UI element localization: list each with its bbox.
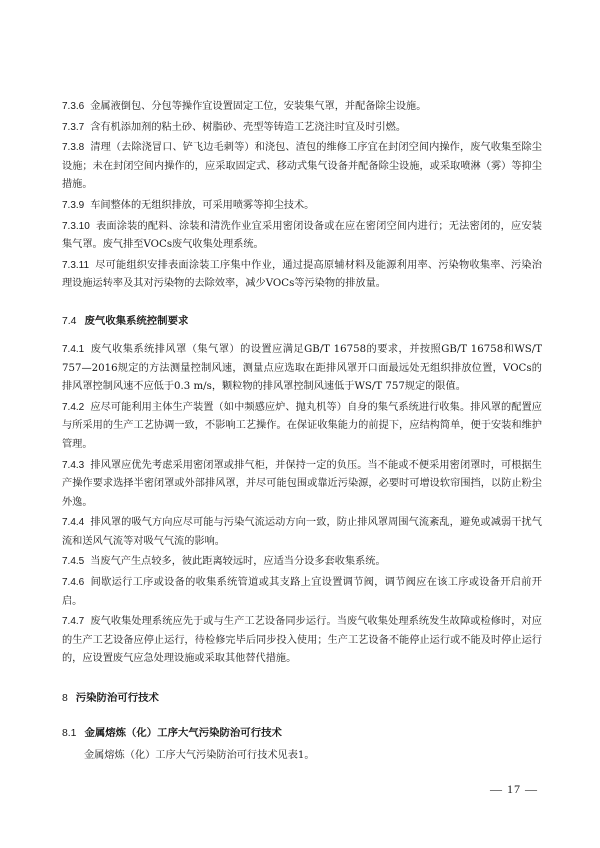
clause-text: 含有机添加剂的粘土砂、树脂砂、壳型等铸造工艺浇注时宜及时引燃。 xyxy=(90,121,407,133)
clause-7-3-6 xyxy=(62,98,542,117)
page-number: — 17 — xyxy=(490,782,538,796)
clause-text: 尽可能组织安排表面涂装工序集中作业，通过提高原辅材料及能源利用率、污染物收集率、污染治理设施运转率及其对污染物的去除效率，减少VOCs等污染物的排放量。 xyxy=(62,259,542,290)
clause-7-4-4 xyxy=(62,514,542,551)
clause-7-4-5 xyxy=(62,553,542,572)
clause-7-4-3 xyxy=(62,457,542,513)
clause-text: 废气收集系统排风罩（集气罩）的设置应满足GB/T 16758的要求，并按照GB/T 16758和WS/T 757—2016规定的方法测量控制风速，测量点应选取在距排风罩开口面最远处无组织排放位置，VOCs的排风罩控制风速不应低于0.3 m/s，颗粒物的排风罩控制风速低于WS/T 757规定的限值。 xyxy=(62,343,542,393)
clause-number: 7.3.8 xyxy=(62,142,85,154)
clause-7-3-9 xyxy=(62,197,542,216)
clause-7-4-1 xyxy=(62,341,542,397)
clause-number: 7.4.4 xyxy=(62,517,85,529)
clause-number: 7.4.5 xyxy=(62,556,85,568)
section-heading-7-4 xyxy=(62,312,542,327)
clause-number: 7.4.2 xyxy=(62,401,85,413)
section-title: 污染防治可行技术 xyxy=(75,692,159,705)
clause-7-4-2 xyxy=(62,399,542,455)
clause-7-3-8 xyxy=(62,139,542,195)
clause-number: 7.3.10 xyxy=(62,220,90,232)
section-heading-8 xyxy=(62,689,542,704)
clause-text: 排风罩的吸气方向应尽可能与污染气流运动方向一致，防止排风罩周围气流紊乱，避免或减弱干扰气流和送风气流等对吸气气流的影响。 xyxy=(62,517,542,547)
clause-number: 7.4.1 xyxy=(62,343,85,355)
clause-text: 表面涂装的配料、涂装和清洗作业宜采用密闭设备或在应在密闭空间内进行；无法密闭的，应安装集气罩。废气排至VOCs废气收集处理系统。 xyxy=(62,220,542,251)
clause-text: 清理（去除浇冒口、铲飞边毛刺等）和浇包、渣包的维修工序宜在封闭空间内操作，废气收集至除尘设施；未在封闭空间内操作的，应采取固定式、移动式集气设备并配备除尘设施，或采取喷淋（雾）等抑尘措施。 xyxy=(62,142,542,191)
section-title: 废气收集系统控制要求 xyxy=(84,314,189,327)
section-number: 8.1 xyxy=(62,728,77,740)
clause-number: 7.4.7 xyxy=(62,616,85,628)
clause-text: 应尽可能利用主体生产装置（如中频感应炉、抛丸机等）自身的集气系统进行收集。排风罩的配置应与所采用的生产工艺协调一致，不影响工艺操作。在保证收集能力的前提下，应结构简单，便于安装和维护管理。 xyxy=(62,401,542,450)
clause-number: 7.3.11 xyxy=(62,259,90,271)
clause-7-4-6 xyxy=(62,574,542,611)
clause-7-3-7 xyxy=(62,119,542,138)
clause-7-4-7 xyxy=(62,613,542,669)
clause-text: 金属液倒包、分包等操作宜设置固定工位，安装集气罩，并配备除尘设施。 xyxy=(90,101,427,112)
clause-text: 间歇运行工序或设备的收集系统管道或其支路上宜设置调节阀，调节阀应在该工序或设备开启前开启。 xyxy=(62,577,542,607)
section-number: 7.4 xyxy=(62,315,77,327)
clause-text: 废气收集处理系统应先于或与生产工艺设备同步运行。当废气收集处理系统发生故障或检修时，对应的生产工艺设备应停止运行，待检修完毕后同步投入使用；生产工艺设备不能停止运行或不能及时停止运行的，应设置废气应急处理设施或采取其他替代措施。 xyxy=(62,616,542,665)
page-content xyxy=(62,98,542,768)
clause-7-3-10 xyxy=(62,218,542,255)
clause-number: 7.3.7 xyxy=(62,121,85,133)
section-number: 8 xyxy=(62,693,68,705)
clause-number: 7.4.6 xyxy=(62,577,85,589)
section-title: 金属熔炼（化）工序大气污染防治可行技术 xyxy=(84,727,282,740)
section-heading-8-1 xyxy=(62,724,542,739)
clause-number: 7.3.6 xyxy=(62,101,85,112)
clause-text: 当废气产生点较多，彼此距离较远时，应适当分设多套收集系统。 xyxy=(90,556,386,568)
clause-number: 7.4.3 xyxy=(62,459,85,471)
clause-text: 车间整体的无组织排放，可采用喷雾等抑尘技术。 xyxy=(90,199,315,211)
clause-number: 7.3.9 xyxy=(62,199,85,211)
paragraph-8-1: 金属熔炼（化）工序大气污染防治可行技术见表1。 xyxy=(84,750,315,762)
clause-text: 排风罩应优先考虑采用密闭罩或排气柜，并保持一定的负压。当不能或不便采用密闭罩时，可根据生产操作要求选择半密闭罩或外部排风罩，并尽可能包围或靠近污染源，必要时可增设软帘围挡，以防止粉尘外逸。 xyxy=(62,459,542,508)
clause-7-3-11 xyxy=(62,257,542,294)
